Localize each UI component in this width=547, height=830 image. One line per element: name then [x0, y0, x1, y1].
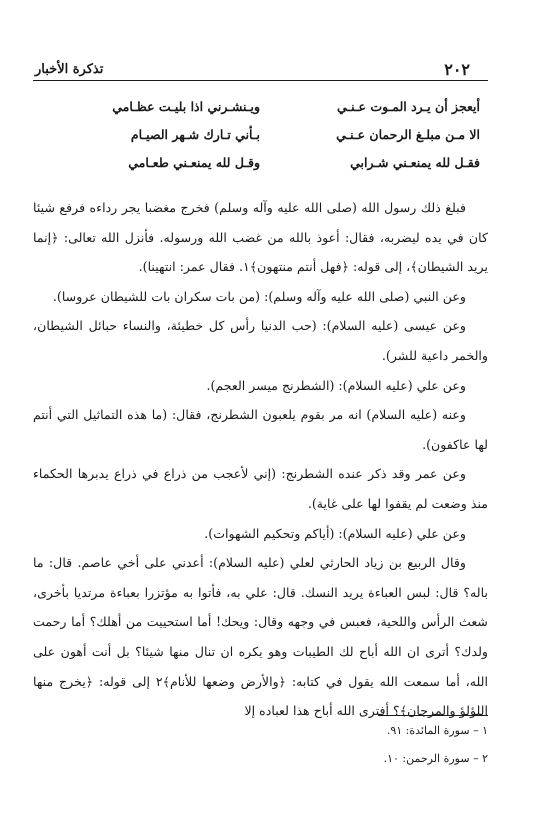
paragraph: وعن علي (عليه السلام): (الشطرنج ميسر العجم). [206, 377, 466, 393]
poem-verse [60, 148, 480, 176]
paragraph: وعن علي (عليه السلام): (أياكم وتحكيم الشهوات). [204, 525, 466, 541]
poem-verse [60, 92, 480, 120]
page-header [33, 58, 488, 81]
paragraph: وعنه (عليه السلام) انه مر بقوم يلعبون الشطرنج، فقال: (ما هذه التماثيل التي أنتم لها عاكفون). [33, 407, 488, 452]
paragraph: وعن النبي (صلى الله عليه وآله وسلم): (من بات سكران بات للشيطان عروسا). [52, 288, 466, 304]
paragraph: فبلغ ذلك رسول الله (صلى الله عليه وآله وسلم) فخرج مغضبا يجر رداءه فرفع شيئا كان في يده ليضربه، فقال: أعوذ بالله من غضب الله ورسوله. فأنزل الله تعالى: ﴿إنما يريد الشيطان﴾، إلى قوله: ﴿فهل أنتم منتهون﴾١. فقال عمر: انتهينا). [33, 200, 488, 275]
footnote-separator [378, 715, 488, 716]
paragraph: وقال الربيع بن زياد الحارثي لعلي (عليه السلام): أعدني على أخي عاصم. قال: ما باله؟ قال: لبس العباءة يريد النسك. قال: علي به، فأتوا به مؤتزرا بعباءة مرتديا بأخرى، شعث الرأس واللحية، فعبس في وجهه وقال: ويحك! أما استحييت من أهلك؟ أما رحمت ولدك؟ أترى ان الله أباح لك الطيبات وهو يكره ان تنال منها شيئا؟ بل أنت أهون على الله، أما سمعت الله يقول في كتابه: ﴿والأرض وضعها للأنام﴾٢ إلى قوله: ﴿يخرج منها اللؤلؤ والمرجان﴾؟ أفترى الله أباح هذا لعباده إلا [33, 555, 489, 719]
poem [60, 92, 480, 176]
poem-verse [60, 120, 480, 148]
footnote: ٢ – سورة الرحمن: ١٠. [383, 752, 488, 765]
verse-second-hemistich: بـأني تـارك شـهر الصيـام [130, 126, 260, 142]
verse-second-hemistich: ويـنشـرني اذا بليـت عظـامي [112, 98, 260, 114]
running-title: تذكرة الأخبار [35, 61, 104, 77]
paragraph: وعن عمر وقد ذكر عنده الشطرنج: (إني لأعجب من ذراع في ذراع يدبرها الحكماء منذ وضعت لم يقفوا لها على غاية). [33, 466, 488, 511]
page-number: ٢٠٢ [444, 59, 470, 79]
footnote: ١ – سورة المائدة: ٩١. [386, 724, 488, 737]
verse-second-hemistich: وقـل لله يمنعـني طعـامي [128, 154, 260, 170]
verse-first-hemistich: الا مـن مبلـغ الرحمان عـنـي [336, 126, 480, 142]
verse-first-hemistich: أيعجز أن يـرد المـوت عـنـي [337, 98, 480, 114]
verse-first-hemistich: فقـل لله يمنعـني شـرابي [350, 154, 480, 170]
main-text [33, 193, 488, 726]
paragraph: وعن عيسى (عليه السلام): (حب الدنيا رأس كل خطيئة، والنساء حبائل الشيطان، والخمر داعية للشر). [33, 318, 488, 363]
